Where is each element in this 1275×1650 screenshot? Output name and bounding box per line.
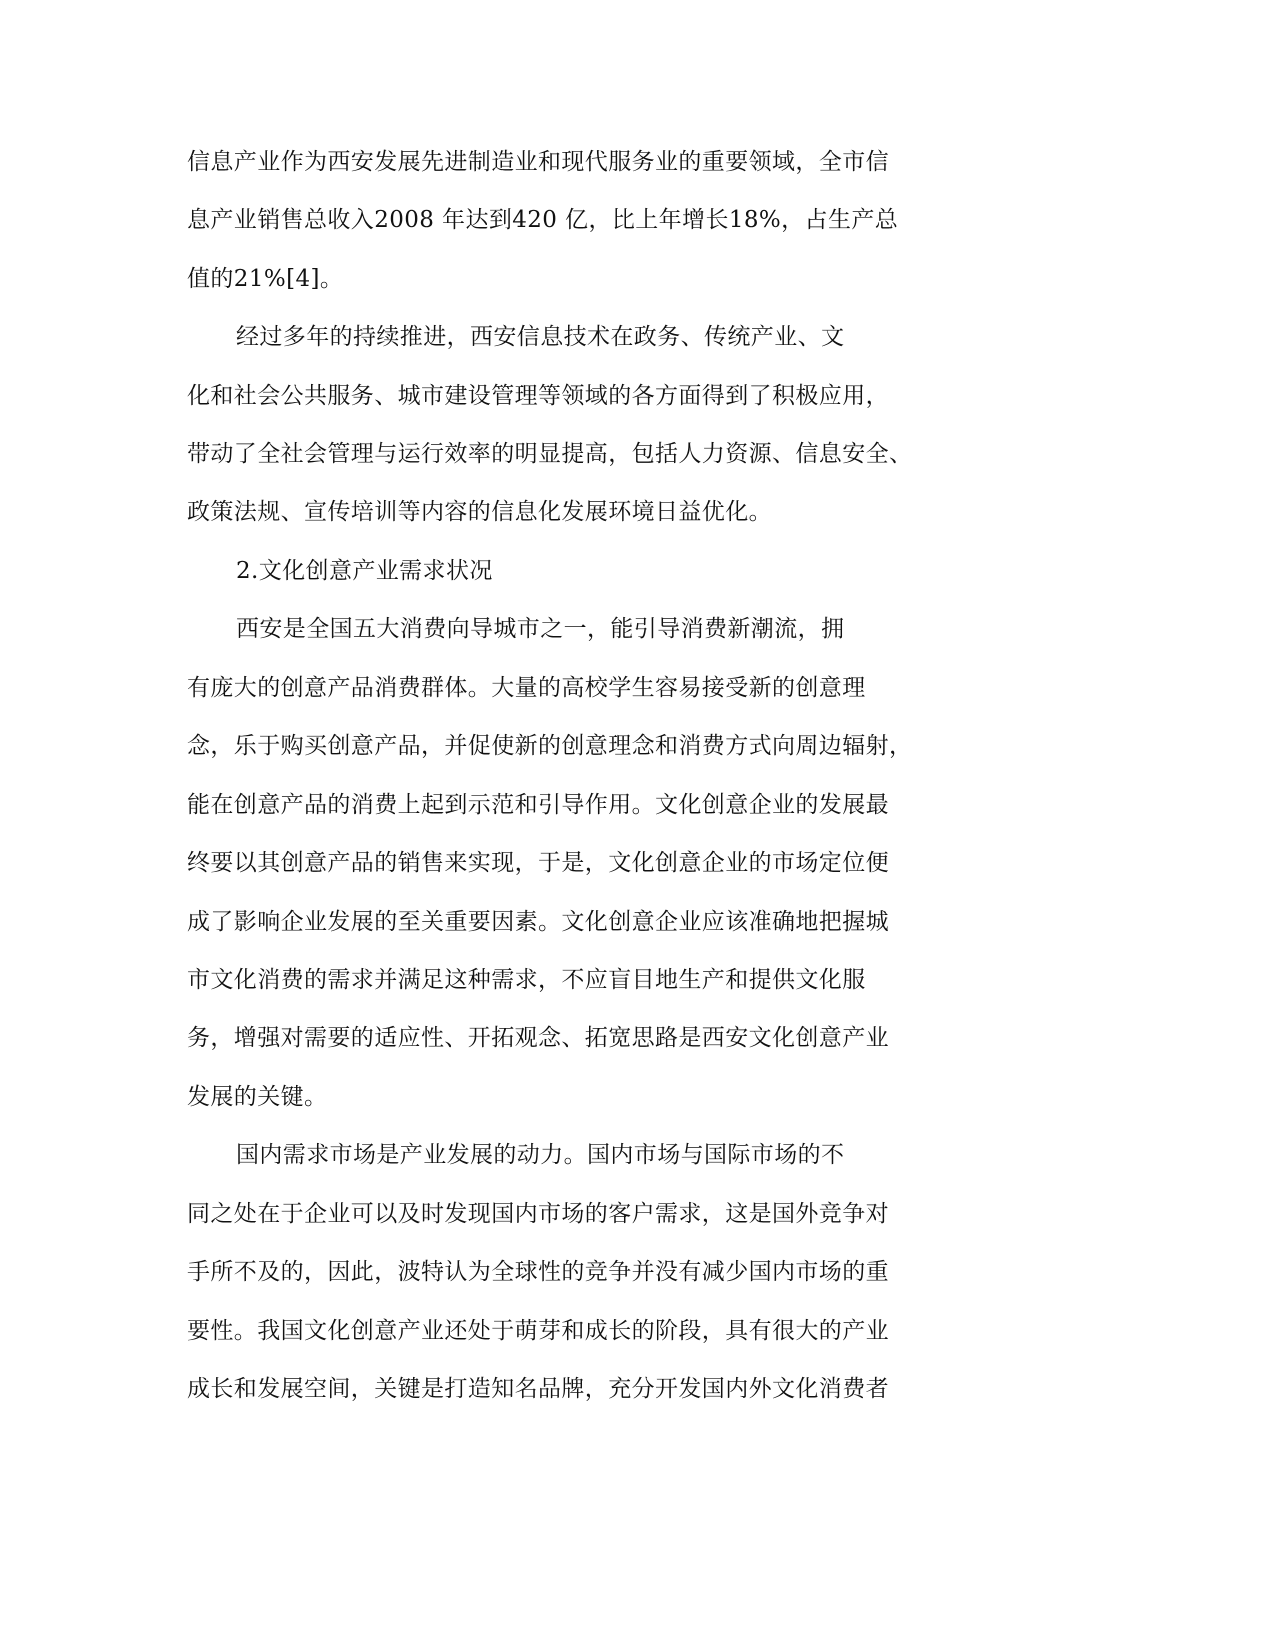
text-line-5: 化和社会公共服务、城市建设管理等领域的各方面得到了积极应用， <box>187 383 889 409</box>
text-line-4: 经过多年的持续推进，西安信息技术在政务、传统产业、文 <box>236 324 845 350</box>
text-line-21: 要性。我国文化创意产业还处于萌芽和成长的阶段，具有很大的产业 <box>187 1318 889 1344</box>
text-line-9: 西安是全国五大消费向导城市之一，能引导消费新潮流，拥 <box>236 616 845 642</box>
text-line-13: 终要以其创意产品的销售来实现，于是，文化创意企业的市场定位便 <box>187 850 889 876</box>
text-line-6: 带动了全社会管理与运行效率的明显提高，包括人力资源、信息安全、 <box>187 441 913 467</box>
text-line-18: 国内需求市场是产业发展的动力。国内市场与国际市场的不 <box>236 1142 845 1168</box>
text-line-16: 务，增强对需要的适应性、开拓观念、拓宽思路是西安文化创意产业 <box>187 1025 889 1051</box>
text-line-22: 成长和发展空间，关键是打造知名品牌，充分开发国内外文化消费者 <box>187 1376 889 1402</box>
text-line-11: 念，乐于购买创意产品，并促使新的创意理念和消费方式向周边辐射， <box>187 733 913 759</box>
text-line-19: 同之处在于企业可以及时发现国内市场的客户需求，这是国外竞争对 <box>187 1201 889 1227</box>
text-line-10: 有庞大的创意产品消费群体。大量的高校学生容易接受新的创意理 <box>187 675 866 701</box>
text-line-7: 政策法规、宣传培训等内容的信息化发展环境日益优化。 <box>187 499 772 525</box>
text-line-14: 成了影响企业发展的至关重要因素。文化创意企业应该准确地把握城 <box>187 909 889 935</box>
text-line-20: 手所不及的，因此，波特认为全球性的竞争并没有减少国内市场的重 <box>187 1259 889 1285</box>
text-line-3: 值的21%[4]。 <box>187 266 344 292</box>
text-line-2: 息产业销售总收入2008 年达到420 亿，比上年增长18%，占生产总 <box>187 207 899 233</box>
text-line-12: 能在创意产品的消费上起到示范和引导作用。文化创意企业的发展最 <box>187 792 889 818</box>
section-heading: 2.文化创意产业需求状况 <box>236 558 493 584</box>
text-line-15: 市文化消费的需求并满足这种需求，不应盲目地生产和提供文化服 <box>187 967 866 993</box>
text-line-1: 信息产业作为西安发展先进制造业和现代服务业的重要领域，全市信 <box>187 149 889 175</box>
text-line-17: 发展的关键。 <box>187 1084 328 1110</box>
